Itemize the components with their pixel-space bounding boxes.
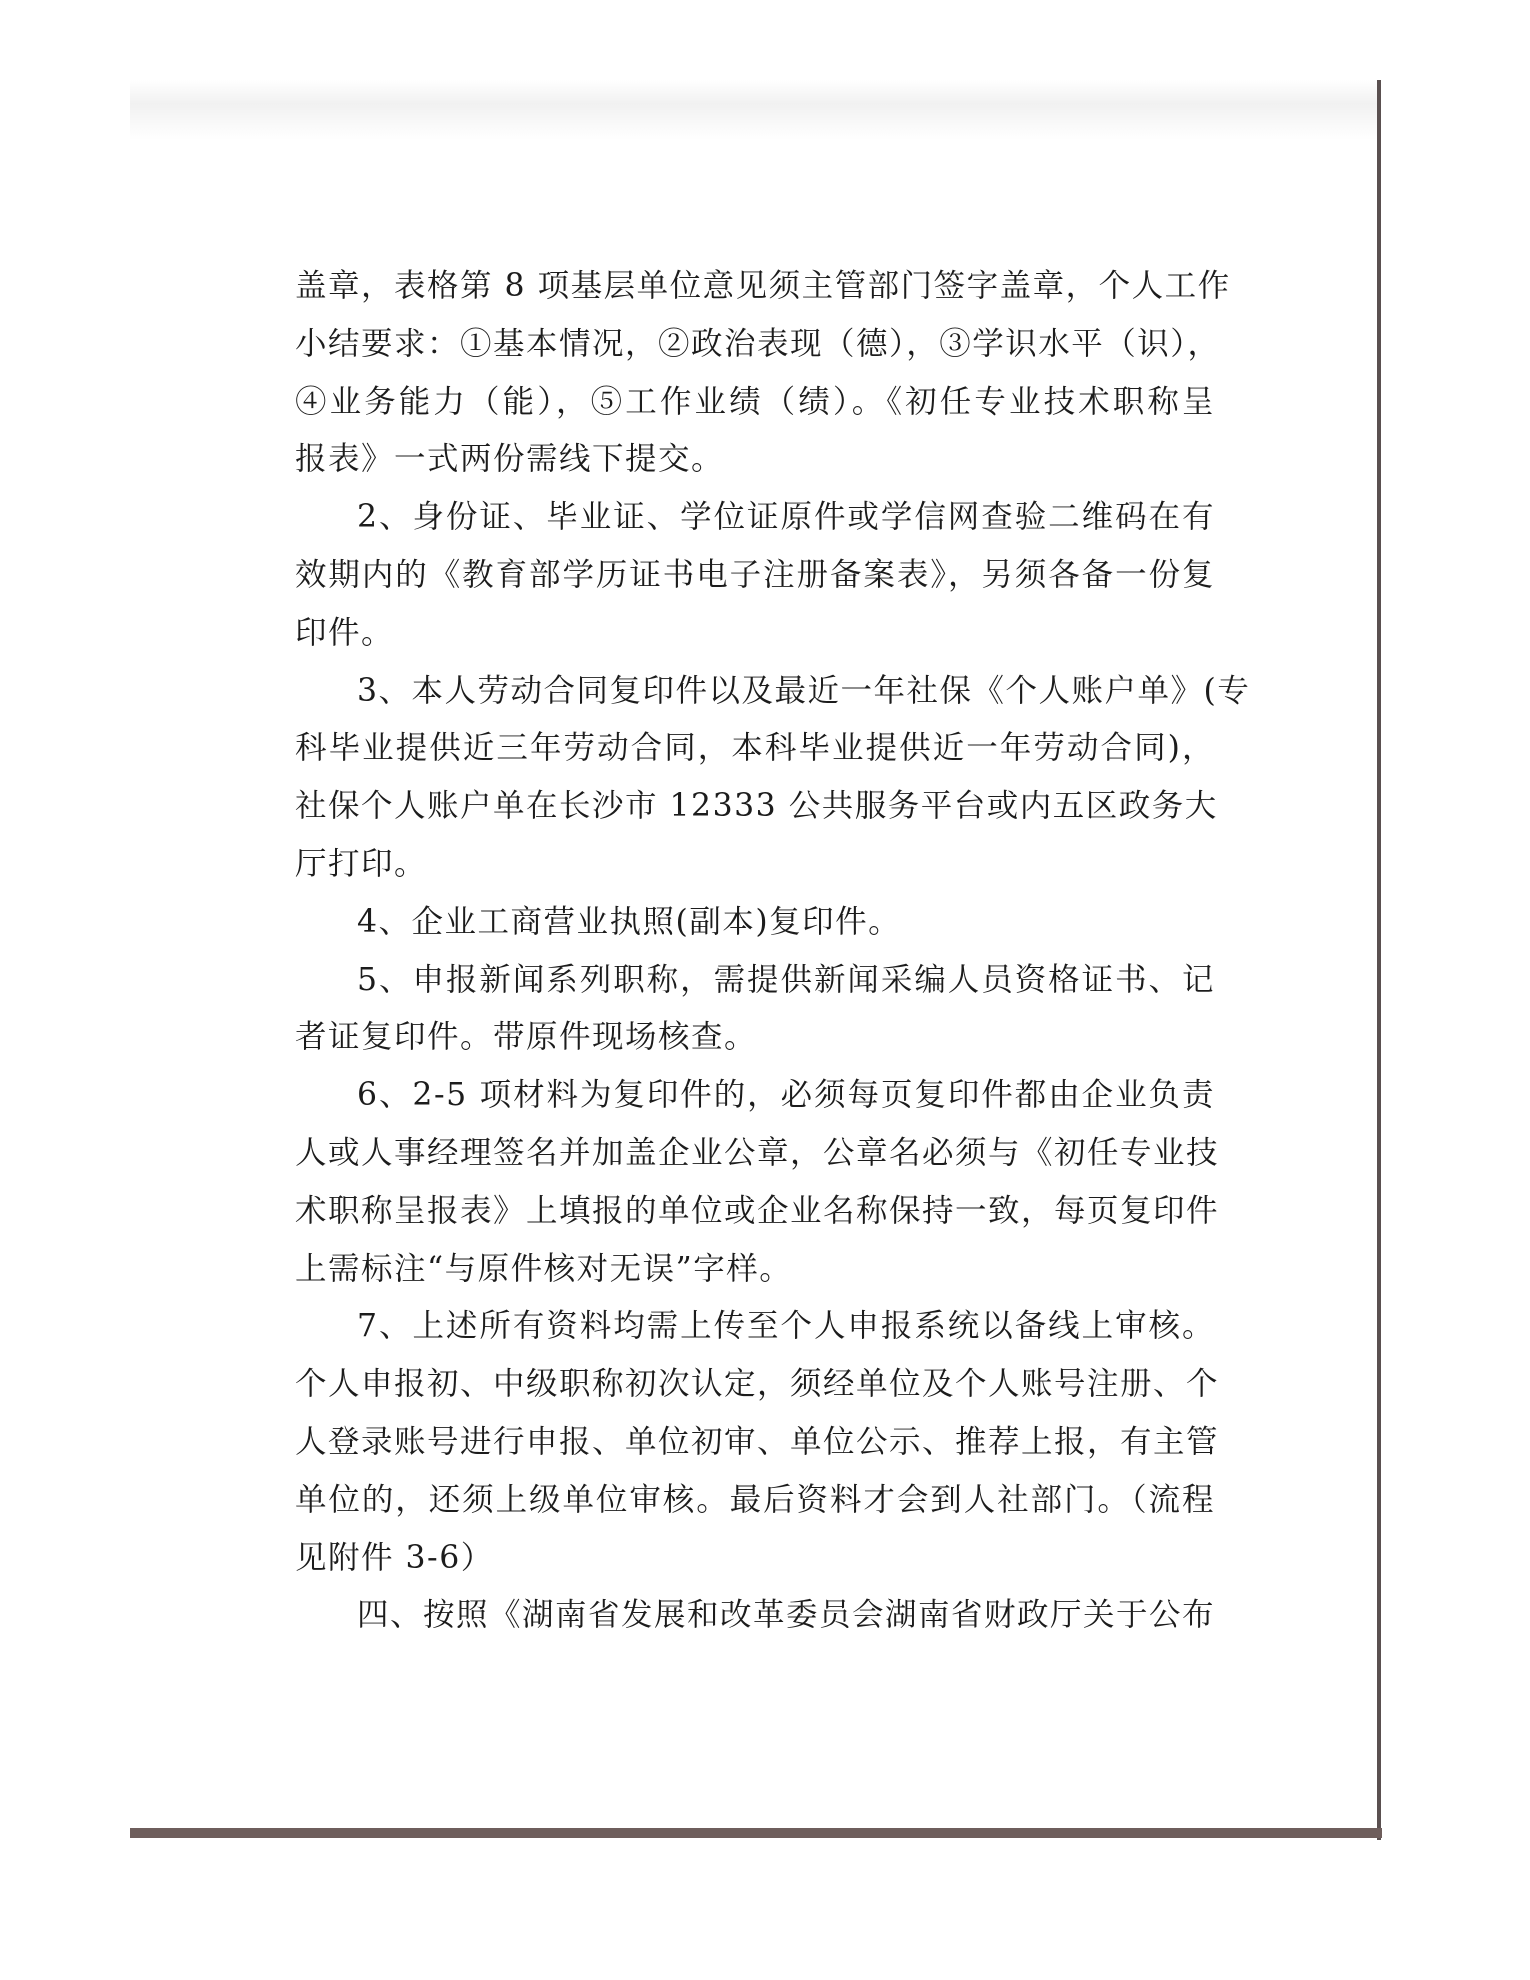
text-line: 小结要求：①基本情况，②政治表现（德），③学识水平（识）， xyxy=(295,325,1221,362)
document-body xyxy=(295,258,1251,1645)
text-line: 5、申报新闻系列职称，需提供新闻采编人员资格证书、记 xyxy=(357,961,1215,998)
text-line: 个人申报初、中级职称初次认定，须经单位及个人账号注册、个 xyxy=(295,1366,1220,1403)
text-line: 见附件 3-6） xyxy=(295,1539,494,1576)
text-line: 术职称呈报表》上填报的单位或企业名称保持一致，每页复印件 xyxy=(295,1192,1220,1229)
text-line: 4、企业工商营业执照(副本)复印件。 xyxy=(357,903,902,940)
scan-shadow xyxy=(130,80,1380,140)
text-line: 盖章，表格第 8 项基层单位意见须主管部门签字盖章，个人工作 xyxy=(295,268,1231,304)
text-line: 2、身份证、毕业证、学位证原件或学信网查验二维码在有 xyxy=(357,499,1215,536)
text-line: 效期内的《教育部学历证书电子注册备案表》，另须各备一份复 xyxy=(295,556,1215,593)
text-line: 社保个人账户单在长沙市 12333 公共服务平台或内五区政务大 xyxy=(295,788,1218,825)
text-line: 单位的，还须上级单位审核。最后资料才会到人社部门。（流程 xyxy=(295,1481,1215,1518)
text-line: 3、本人劳动合同复印件以及最近一年社保《个人账户单》(专 xyxy=(357,672,1251,709)
page-right-edge xyxy=(1377,80,1381,1840)
page-bottom-edge xyxy=(130,1828,1382,1838)
text-line: 科毕业提供近三年劳动合同，本科毕业提供近一年劳动合同)， xyxy=(295,730,1215,767)
text-line: 7、上述所有资料均需上传至个人申报系统以备线上审核。 xyxy=(357,1308,1215,1345)
text-line: 厅打印。 xyxy=(295,845,428,882)
text-line: 人或人事经理签名并加盖企业公章，公章名必须与《初任专业技 xyxy=(295,1134,1220,1171)
text-line: ④业务能力（能），⑤工作业绩（绩）。《初任专业技术职称呈 xyxy=(295,383,1215,420)
text-line: 人登录账号进行申报、单位初审、单位公示、推荐上报，有主管 xyxy=(295,1423,1220,1460)
text-line: 6、2-5 项材料为复印件的，必须每页复印件都由企业负责 xyxy=(357,1077,1215,1114)
text-line: 印件。 xyxy=(295,614,395,651)
text-line: 上需标注“与原件核对无误”字样。 xyxy=(295,1250,793,1287)
text-line: 报表》一式两份需线下提交。 xyxy=(295,441,725,478)
text-line: 者证复印件。带原件现场核查。 xyxy=(295,1019,758,1056)
text-line: 四、按照《湖南省发展和改革委员会湖南省财政厅关于公布 xyxy=(357,1597,1216,1634)
